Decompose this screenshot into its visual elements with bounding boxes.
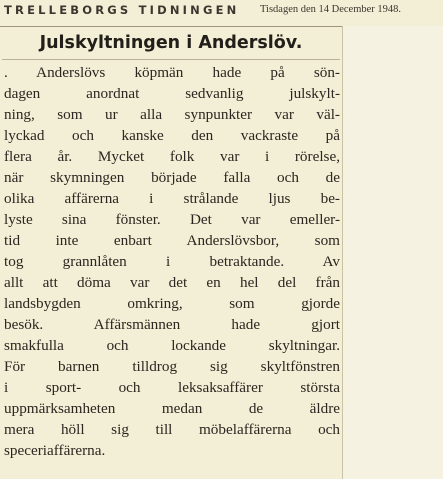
article-line: när skymningen började falla och de — [4, 169, 340, 186]
article-line: i sport- och leksaksaffärer största — [4, 379, 340, 396]
headline-divider — [2, 59, 340, 60]
article-line: lyste sina fönster. Det var emeller- — [4, 211, 340, 228]
article-line: uppmärksamheten medan de äldre — [4, 400, 340, 417]
article-line: mera höll sig till möbelaffärerna och — [4, 421, 340, 438]
article — [0, 27, 342, 479]
article-line: tid inte enbart Anderslövsbor, som — [4, 232, 340, 249]
blank-margin — [342, 26, 443, 479]
article-line: För barnen tilldrog sig skyltfönstren — [4, 358, 340, 375]
newspaper-name: TRELLEBORGS TIDNINGEN — [4, 3, 240, 17]
article-line: flera år. Mycket folk var i rörelse, — [4, 148, 340, 165]
article-line: tog grannlåten i betraktande. Av — [4, 253, 340, 270]
article-line: besök. Affärsmännen hade gjort — [4, 316, 340, 333]
article-line: landsbygden omkring, som gjorde — [4, 295, 340, 312]
issue-date: Tisdagen den 14 December 1948. — [260, 4, 402, 15]
article-line: lyckad och kanske den vackraste på — [4, 127, 340, 144]
article-line: dagen anordnat sedvanlig julskylt- — [4, 85, 340, 102]
article-line: ning, som ur alla synpunkter var väl- — [4, 106, 340, 123]
article-line: olika affärerna i strålande ljus be- — [4, 190, 340, 207]
article-line: smakfulla och lockande skyltningar. — [4, 337, 340, 354]
article-line: allt att döma var det en hel del från — [4, 274, 340, 291]
masthead — [0, 0, 443, 27]
article-line: speceriaffärerna. — [4, 442, 106, 459]
article-line: . Anderslövs köpmän hade på sön- — [4, 64, 340, 81]
article-headline: Julskyltningen i Anderslöv. — [39, 33, 303, 53]
